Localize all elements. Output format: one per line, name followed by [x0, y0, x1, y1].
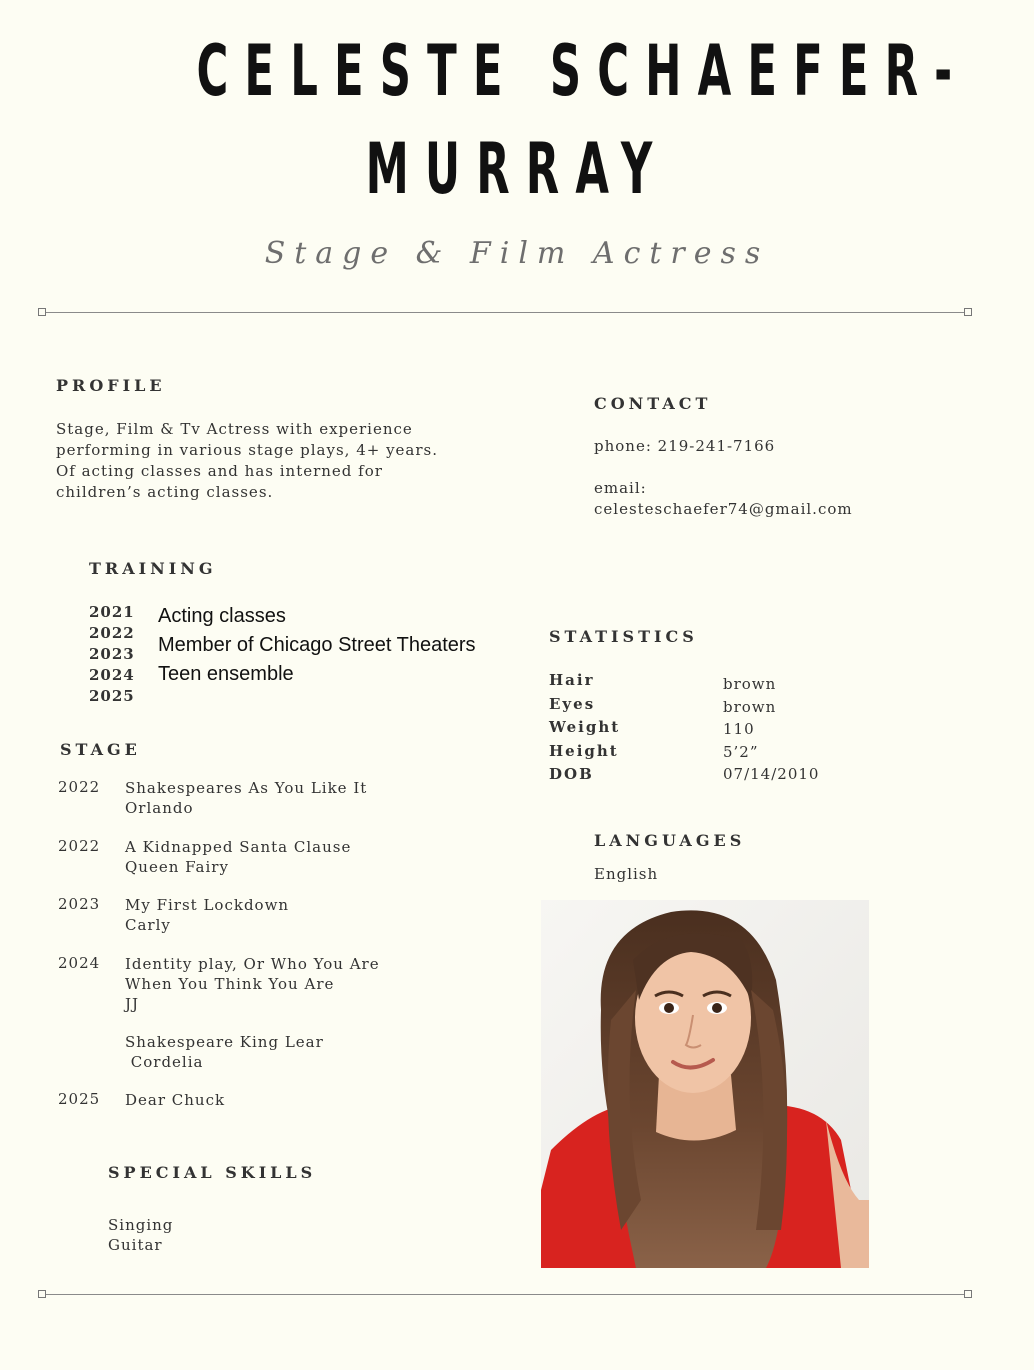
profile-line: Of acting classes and has interned for	[56, 462, 383, 480]
training-item: Acting classes	[158, 605, 286, 627]
headshot-illustration	[541, 900, 869, 1268]
stage-heading: STAGE	[60, 740, 141, 759]
stage-entry	[125, 1032, 324, 1072]
stage-entry	[125, 837, 351, 877]
languages-heading: LANGUAGES	[594, 831, 746, 850]
divider-node	[964, 1290, 972, 1298]
statistics-values	[723, 673, 819, 786]
stat-value: 07/14/2010	[723, 765, 820, 783]
stage-year: 2022	[58, 778, 101, 796]
profile-heading: PROFILE	[56, 376, 166, 395]
contact-email-label: email:	[594, 479, 647, 497]
training-year: 2025	[89, 687, 135, 705]
stat-value: brown	[723, 697, 777, 716]
contact-email[interactable]: celesteschaefer74@gmail.com	[594, 500, 853, 518]
statistics-labels	[549, 669, 620, 787]
stage-year: 2025	[58, 1090, 101, 1108]
stage-title: My First Lockdown	[125, 896, 290, 914]
skill-item: Guitar	[108, 1236, 163, 1254]
stage-title: When You Think You Are	[125, 975, 335, 993]
stage-entry	[125, 895, 289, 935]
profile-line: Stage, Film & Tv Actress with experience	[56, 420, 413, 438]
training-item: Member of Chicago Street Theaters	[158, 634, 476, 656]
bottom-divider	[42, 1294, 970, 1295]
stage-entry	[125, 778, 367, 818]
stat-label: Hair	[549, 671, 595, 689]
stat-value: 5’2”	[723, 742, 759, 761]
stat-label: Height	[549, 741, 619, 760]
stage-role: Cordelia	[125, 1053, 204, 1071]
stage-title: Shakespeares As You Like It	[125, 779, 368, 797]
training-years	[89, 602, 135, 707]
stage-title: Shakespeare King Lear	[125, 1033, 324, 1051]
stage-title: Identity play, Or Who You Are	[125, 955, 380, 973]
stage-role: Orlando	[125, 799, 194, 817]
name-line-1: CELESTE SCHAEFER-	[196, 30, 969, 112]
stage-year: 2023	[58, 895, 101, 913]
stat-label: DOB	[549, 765, 594, 783]
stat-value: brown	[723, 675, 777, 693]
divider-node	[964, 308, 972, 316]
stat-label: Eyes	[549, 694, 596, 713]
stage-year: 2024	[58, 954, 101, 972]
stage-entry	[125, 954, 380, 1014]
stage-year: 2022	[58, 837, 101, 855]
stage-role: Queen Fairy	[125, 858, 229, 876]
training-item: Teen ensemble	[158, 663, 294, 685]
training-heading: TRAINING	[89, 559, 217, 578]
language-item: English	[594, 865, 659, 883]
training-year: 2023	[89, 645, 135, 663]
stage-role: Carly	[125, 916, 171, 934]
name-line-2: MURRAY	[365, 128, 669, 210]
skills-list	[108, 1215, 173, 1255]
skill-item: Singing	[108, 1216, 174, 1234]
divider-node	[38, 1290, 46, 1298]
divider-node	[38, 308, 46, 316]
stage-entry	[125, 1090, 225, 1110]
top-divider	[42, 312, 970, 313]
stage-role: JJ	[125, 995, 140, 1013]
stat-value: 110	[723, 720, 755, 738]
special-skills-heading: SPECIAL SKILLS	[108, 1163, 317, 1182]
profile-line: children’s acting classes.	[56, 483, 274, 501]
stat-label: Weight	[549, 718, 621, 736]
training-year: 2021	[89, 603, 135, 621]
training-year: 2022	[89, 624, 135, 642]
profile-line: performing in various stage plays, 4+ years.	[56, 441, 438, 459]
profile-text	[56, 419, 496, 503]
contact-heading: CONTACT	[594, 394, 712, 413]
stage-title: Dear Chuck	[125, 1091, 226, 1109]
contact-phone[interactable]: phone: 219-241-7166	[594, 437, 776, 455]
headshot-photo	[541, 900, 869, 1268]
stage-title: A Kidnapped Santa Clause	[125, 838, 352, 856]
subtitle: Stage & Film Actress	[264, 236, 770, 271]
training-year: 2024	[89, 666, 135, 684]
statistics-heading: STATISTICS	[549, 627, 698, 646]
training-items	[158, 602, 476, 689]
